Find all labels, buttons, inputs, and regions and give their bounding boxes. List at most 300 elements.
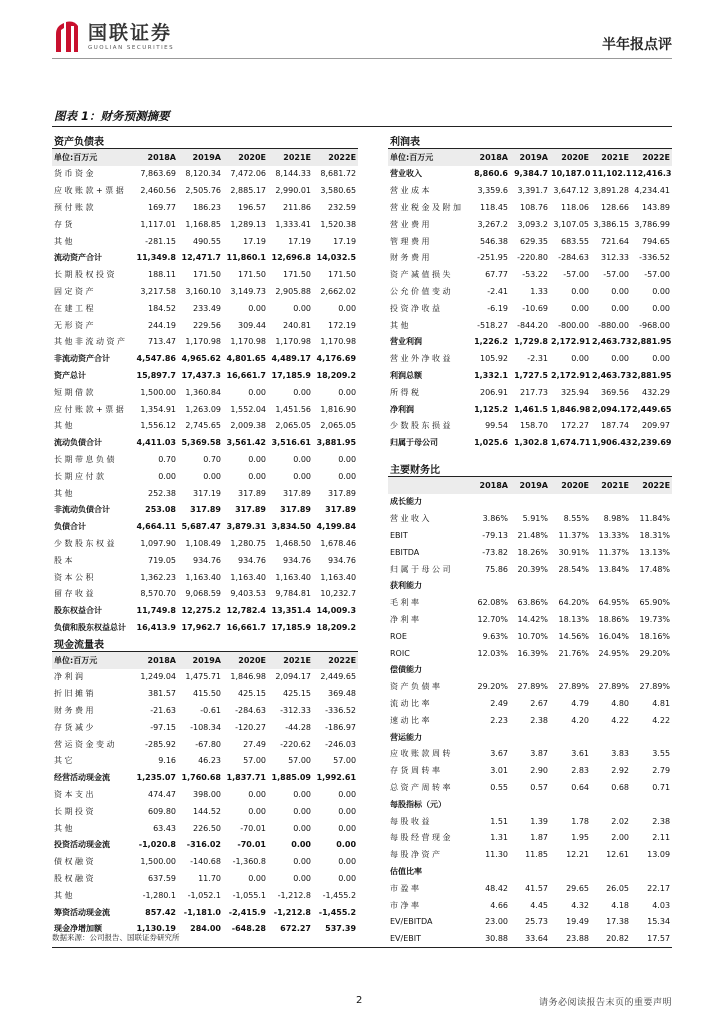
table-row — [52, 904, 358, 921]
row-value: 2.38 — [652, 816, 671, 826]
table-row — [52, 384, 358, 401]
row-value: -2.41 — [487, 287, 508, 297]
row-value: -57.00 — [563, 270, 589, 280]
row-label: 固定资产 — [54, 287, 96, 297]
row-label: 负债和股东权益总计 — [54, 623, 126, 632]
row-value: 4.66 — [490, 900, 508, 910]
row-value: 1,130.19 — [136, 924, 176, 934]
row-value: 1,846.98 — [551, 404, 591, 414]
row-value: -108.34 — [190, 722, 221, 732]
row-label: 留存收益 — [54, 589, 96, 599]
row-value — [631, 578, 672, 595]
row-value: 172.27 — [561, 421, 589, 431]
row-value: 3,391.7 — [517, 186, 548, 196]
row-value: 1,552.04 — [230, 404, 266, 414]
row-label: 少数股东损益 — [390, 421, 453, 431]
row-value: -120.27 — [235, 722, 266, 732]
row-value: 0.00 — [652, 303, 670, 313]
row-value: 48.42 — [485, 883, 508, 893]
row-label: 非流动资产合计 — [54, 354, 110, 364]
row-value: 17.38 — [606, 917, 629, 927]
row-value: 1,168.85 — [185, 219, 221, 229]
table-row — [52, 502, 358, 519]
row-value: 4,234.41 — [634, 186, 670, 196]
row-value: 196.57 — [238, 203, 266, 213]
table-row — [52, 586, 358, 603]
row-label: 应收账款+票据 — [54, 186, 127, 196]
header-divider — [52, 58, 672, 59]
row-value: 99.54 — [485, 421, 508, 431]
table-row — [52, 552, 358, 569]
row-value — [591, 578, 631, 595]
row-label: 其他 — [54, 421, 75, 431]
row-label: 资产总计 — [54, 371, 86, 381]
row-label: 归属于母公司 — [390, 564, 453, 574]
row-label: 归属于母公司 — [390, 438, 438, 448]
row-label: 债权融资 — [54, 857, 96, 867]
row-label: 其它 — [54, 756, 75, 766]
row-value: 0.00 — [338, 455, 357, 465]
row-value: -0.61 — [200, 706, 221, 716]
table-row — [52, 468, 358, 485]
row-value: 29.20% — [477, 682, 508, 692]
row-value: 16.39% — [517, 648, 548, 658]
row-value: 1,333.41 — [275, 219, 311, 229]
row-value: 226.50 — [193, 823, 221, 833]
row-label: 无形资产 — [54, 320, 96, 330]
row-value: -251.95 — [477, 253, 508, 263]
row-value: 17,185.9 — [271, 371, 311, 381]
row-value: 13.84% — [598, 564, 629, 574]
table-row — [52, 334, 358, 351]
row-value: 11,349.8 — [136, 253, 176, 263]
row-value — [510, 494, 550, 511]
row-value: 1,170.98 — [275, 337, 311, 347]
row-value: 1,837.71 — [226, 773, 266, 783]
row-value: 12.21 — [566, 850, 589, 860]
row-value: 317.89 — [238, 488, 266, 498]
table-row — [388, 594, 672, 611]
row-value: 229.56 — [193, 320, 221, 330]
table-row — [388, 510, 672, 527]
row-value: 0.00 — [203, 471, 221, 481]
row-value: 3,359.6 — [477, 186, 508, 196]
row-value: 1,108.49 — [185, 539, 221, 549]
row-value: 4.80 — [611, 699, 629, 709]
row-value: 1,025.6 — [474, 438, 508, 448]
row-value: 1,263.09 — [185, 404, 221, 414]
row-value: 14,032.5 — [316, 253, 357, 263]
row-value: 1,163.40 — [185, 572, 221, 582]
row-value: 206.91 — [480, 387, 508, 397]
row-value: 169.77 — [148, 203, 176, 213]
row-value: 209.97 — [642, 421, 670, 431]
row-label: 流动比率 — [390, 699, 432, 709]
row-value: 186.23 — [193, 203, 221, 213]
table-row — [52, 702, 358, 719]
column-header: 2018A — [468, 477, 510, 494]
row-value: 1,461.5 — [514, 404, 548, 414]
row-value: 4,801.65 — [226, 354, 266, 364]
table-row — [52, 870, 358, 887]
row-value: 17,437.3 — [181, 371, 221, 381]
table-row — [52, 317, 358, 334]
row-value: 3.83 — [611, 749, 629, 759]
table-row — [388, 182, 672, 199]
row-value: 1,097.90 — [140, 539, 176, 549]
row-value: 2.90 — [530, 766, 548, 776]
row-value: 13,351.4 — [271, 606, 311, 616]
row-value: 23.88 — [566, 934, 589, 944]
row-value: 857.42 — [145, 907, 176, 917]
table-title-row — [52, 132, 358, 149]
row-value: -57.00 — [603, 270, 629, 280]
row-value: -312.33 — [280, 706, 311, 716]
row-value: 1,451.56 — [275, 404, 311, 414]
row-value: -2.31 — [527, 354, 548, 364]
row-label: 净利润 — [54, 672, 86, 682]
table-row — [52, 685, 358, 702]
financial-ratios-table — [388, 460, 672, 947]
table-row — [388, 914, 672, 931]
row-value: 57.00 — [243, 756, 266, 766]
table-row — [52, 182, 358, 199]
row-label: 营业成本 — [390, 186, 432, 196]
row-value: 4.20 — [571, 715, 589, 725]
row-value: 13.09 — [647, 850, 671, 860]
row-value — [468, 578, 510, 595]
row-value: 1,556.12 — [140, 421, 176, 431]
row-value: 8,120.34 — [185, 169, 221, 179]
row-value: -2,415.9 — [228, 907, 266, 917]
row-value: 2,172.91 — [551, 337, 591, 347]
row-value: 312.33 — [601, 253, 629, 263]
table-row — [388, 166, 672, 183]
row-value — [591, 494, 631, 511]
row-label: 资产负债率 — [390, 682, 443, 692]
row-value: 0.71 — [652, 783, 671, 793]
row-value: 4.22 — [611, 715, 629, 725]
row-label: 公允价值变动 — [390, 287, 453, 297]
row-value: 0.00 — [293, 471, 311, 481]
table-row — [52, 166, 358, 183]
row-value: 63.86% — [517, 598, 548, 608]
row-value: 18.86% — [598, 615, 629, 625]
row-value: 10.70% — [517, 631, 548, 641]
row-value: 18.16% — [639, 631, 671, 641]
row-value: 9,068.59 — [185, 589, 221, 599]
column-header: 2021E — [591, 149, 631, 166]
column-header: 单位:百万元 — [388, 149, 468, 166]
row-value: 425.15 — [238, 689, 266, 699]
row-value: 2,449.65 — [320, 672, 357, 682]
row-value: 0.00 — [611, 303, 629, 313]
row-value: 232.59 — [328, 203, 357, 213]
row-label: 存货周转率 — [390, 766, 443, 776]
row-value: 794.65 — [642, 236, 670, 246]
table-row — [388, 897, 672, 914]
row-value: 4,489.17 — [271, 354, 311, 364]
row-value: 1,302.8 — [514, 438, 548, 448]
row-label: 获利能力 — [390, 581, 422, 591]
row-value: 41.57 — [525, 883, 548, 893]
row-value: -968.00 — [639, 320, 670, 330]
table-row — [52, 837, 358, 854]
table-row — [388, 628, 672, 645]
table-row — [52, 820, 358, 837]
row-value: -1,280.1 — [142, 890, 176, 900]
column-header: 2019A — [510, 149, 550, 166]
row-value: 546.38 — [480, 236, 508, 246]
row-value: 0.00 — [293, 857, 311, 867]
table-row — [388, 578, 672, 595]
table-row — [52, 300, 358, 317]
table-row — [52, 602, 358, 619]
row-value: 252.38 — [148, 488, 176, 498]
row-label: 其他 — [54, 890, 75, 900]
row-label: 长期应付款 — [54, 471, 107, 481]
row-value: 325.94 — [561, 387, 589, 397]
row-value: 2.11 — [652, 833, 671, 843]
row-value: 17.57 — [647, 934, 671, 944]
row-value: -70.01 — [240, 823, 266, 833]
row-value: 1.78 — [571, 816, 589, 826]
row-value: 3,217.58 — [140, 287, 176, 297]
row-value: 1,520.38 — [320, 219, 357, 229]
row-value: 2.02 — [611, 816, 629, 826]
balance-sheet-table — [52, 132, 358, 636]
row-value: 1,163.40 — [320, 572, 357, 582]
row-value: -1,455.2 — [322, 890, 357, 900]
row-value: 57.00 — [333, 756, 357, 766]
row-label: 经营活动现金流 — [54, 773, 110, 783]
row-label: 营业收入 — [390, 514, 432, 524]
row-value: 240.81 — [283, 320, 311, 330]
row-label: 应收账款周转 — [390, 749, 453, 759]
row-value: 2,881.95 — [632, 337, 672, 347]
table-row — [52, 853, 358, 870]
row-label: 资本公积 — [54, 572, 96, 582]
row-value: 4.22 — [652, 715, 671, 725]
column-header: 2022E — [631, 149, 672, 166]
table-row — [52, 233, 358, 250]
table-title-row — [388, 460, 672, 477]
row-value — [591, 796, 631, 813]
row-label: 长期带息负债 — [54, 455, 117, 465]
column-header: 2019A — [178, 149, 223, 166]
row-value: 11.70 — [198, 874, 221, 884]
row-value: 211.86 — [283, 203, 311, 213]
row-value: 3.55 — [652, 749, 671, 759]
row-label: 其他非流动资产 — [54, 337, 128, 347]
table-header-row — [52, 149, 358, 166]
row-value: 1,475.71 — [185, 672, 221, 682]
row-value: -336.52 — [639, 253, 670, 263]
row-value: 3,834.50 — [271, 522, 311, 532]
row-label: 每股指标（元） — [390, 799, 446, 809]
row-value: 1,170.98 — [320, 337, 357, 347]
column-header: 2021E — [268, 652, 313, 669]
row-label: 存货 — [54, 219, 75, 229]
row-value: 27.89% — [598, 682, 629, 692]
row-value: -1,181.0 — [183, 907, 221, 917]
row-value: 30.91% — [558, 547, 589, 557]
row-label: 速动比率 — [390, 715, 432, 725]
row-value: 713.47 — [148, 337, 176, 347]
row-value: 244.19 — [148, 320, 176, 330]
column-header: 2021E — [268, 149, 313, 166]
table-row — [388, 350, 672, 367]
table-row — [388, 645, 672, 662]
table-row — [388, 611, 672, 628]
row-value: 1,760.68 — [181, 773, 221, 783]
table-row — [52, 753, 358, 770]
row-value: -800.00 — [558, 320, 589, 330]
row-value — [468, 494, 510, 511]
table-row — [388, 796, 672, 813]
column-header: 单位:百万元 — [52, 652, 132, 669]
table-row — [388, 494, 672, 511]
row-label: ROIC — [390, 648, 410, 658]
row-label: 所得税 — [390, 387, 422, 397]
row-value: 2.83 — [571, 766, 589, 776]
row-value: 1,170.98 — [185, 337, 221, 347]
row-value: 317.89 — [235, 505, 266, 515]
row-value: 317.19 — [193, 488, 221, 498]
row-label: 流动资产合计 — [54, 253, 102, 263]
row-label: 营业利润 — [390, 337, 422, 347]
table-row — [388, 561, 672, 578]
row-value: 1,360.84 — [185, 387, 221, 397]
column-header: 2019A — [178, 652, 223, 669]
table-row — [52, 769, 358, 786]
table-row — [52, 283, 358, 300]
row-value: 1,289.13 — [230, 219, 266, 229]
row-value: 9,384.7 — [514, 169, 548, 179]
row-value: 12,696.8 — [271, 253, 311, 263]
row-label: 净利率 — [390, 615, 422, 625]
row-value: 2,463.73 — [592, 337, 631, 347]
row-value: 0.00 — [293, 303, 311, 313]
row-value: 21.48% — [517, 531, 548, 541]
row-value: 317.89 — [325, 505, 357, 515]
row-value: 0.57 — [530, 783, 548, 793]
table-row — [52, 719, 358, 736]
row-value: 18.13% — [558, 615, 589, 625]
table-row — [388, 729, 672, 746]
row-value: 0.00 — [248, 303, 266, 313]
row-value: 0.00 — [293, 874, 311, 884]
row-label: 筹资活动现金流 — [54, 907, 110, 917]
row-value — [631, 863, 672, 880]
row-value: -73.82 — [482, 547, 508, 557]
row-value: 3,580.65 — [320, 186, 357, 196]
row-value: 14.56% — [558, 631, 589, 641]
row-value: -70.01 — [237, 840, 266, 850]
row-value — [631, 494, 672, 511]
row-value: 172.19 — [328, 320, 357, 330]
row-value: 17,185.9 — [271, 623, 311, 632]
table-title: 主要财务比 — [388, 460, 672, 477]
table-row — [388, 830, 672, 847]
row-value: -880.00 — [598, 320, 629, 330]
row-value: 1,906.43 — [592, 438, 631, 448]
table-title: 资产负债表 — [52, 132, 358, 149]
row-value: 4.79 — [571, 699, 589, 709]
row-value: 0.00 — [611, 287, 629, 297]
row-value: 12,471.7 — [181, 253, 221, 263]
row-value: 4.81 — [652, 699, 671, 709]
column-header: 2020E — [550, 149, 591, 166]
row-value: 2.23 — [490, 715, 508, 725]
row-label: 折旧摊销 — [54, 689, 96, 699]
row-value: 609.80 — [148, 806, 176, 816]
table-row — [388, 216, 672, 233]
row-value: 0.00 — [338, 823, 357, 833]
row-value: 2.67 — [530, 699, 548, 709]
row-value: 4,199.84 — [316, 522, 357, 532]
table-row — [52, 250, 358, 267]
row-label: 营运资金变动 — [54, 739, 117, 749]
row-label: 净利润 — [390, 404, 414, 414]
row-value — [591, 662, 631, 679]
row-value: 2,009.38 — [230, 421, 266, 431]
row-value: -186.97 — [325, 722, 357, 732]
row-value: 2.00 — [611, 833, 629, 843]
row-value: 4,411.03 — [136, 438, 176, 448]
row-value: 8.55% — [563, 514, 589, 524]
row-value: 1,678.46 — [320, 539, 357, 549]
row-value: 11,102.1 — [592, 169, 631, 179]
row-value: 27.89% — [639, 682, 671, 692]
row-value: 2,449.65 — [632, 404, 672, 414]
row-value — [510, 578, 550, 595]
row-label: 每股收益 — [390, 816, 432, 826]
row-value — [591, 863, 631, 880]
row-value: 27.89% — [517, 682, 548, 692]
row-label: 其他 — [54, 823, 75, 833]
table-row — [388, 199, 672, 216]
row-value: 3,786.99 — [634, 219, 670, 229]
row-value: 4.18 — [611, 900, 629, 910]
table-row — [52, 367, 358, 384]
row-value: 17.48% — [639, 564, 671, 574]
row-label: 负债合计 — [54, 522, 86, 532]
row-value: 0.00 — [652, 354, 670, 364]
row-value: -79.13 — [482, 531, 508, 541]
row-value: 0.00 — [293, 387, 311, 397]
row-value: 12,275.2 — [181, 606, 221, 616]
row-value: 11.85 — [525, 850, 548, 860]
row-value: 2.79 — [652, 766, 671, 776]
row-label: 营业税金及附加 — [390, 203, 464, 213]
row-value: 118.45 — [480, 203, 508, 213]
row-value: 0.00 — [652, 287, 670, 297]
row-value: 4.45 — [530, 900, 548, 910]
row-value: 2.49 — [490, 699, 508, 709]
row-value: 1,249.04 — [140, 672, 176, 682]
row-value: 0.70 — [203, 455, 221, 465]
row-value: -285.92 — [145, 739, 176, 749]
row-value: 9,403.53 — [230, 589, 266, 599]
column-header: 2022E — [313, 652, 358, 669]
row-value: 24.95% — [598, 648, 629, 658]
row-value — [510, 729, 550, 746]
row-value: 1.87 — [530, 833, 548, 843]
table-row — [52, 736, 358, 753]
row-value: 683.55 — [561, 236, 589, 246]
table-row — [388, 384, 672, 401]
